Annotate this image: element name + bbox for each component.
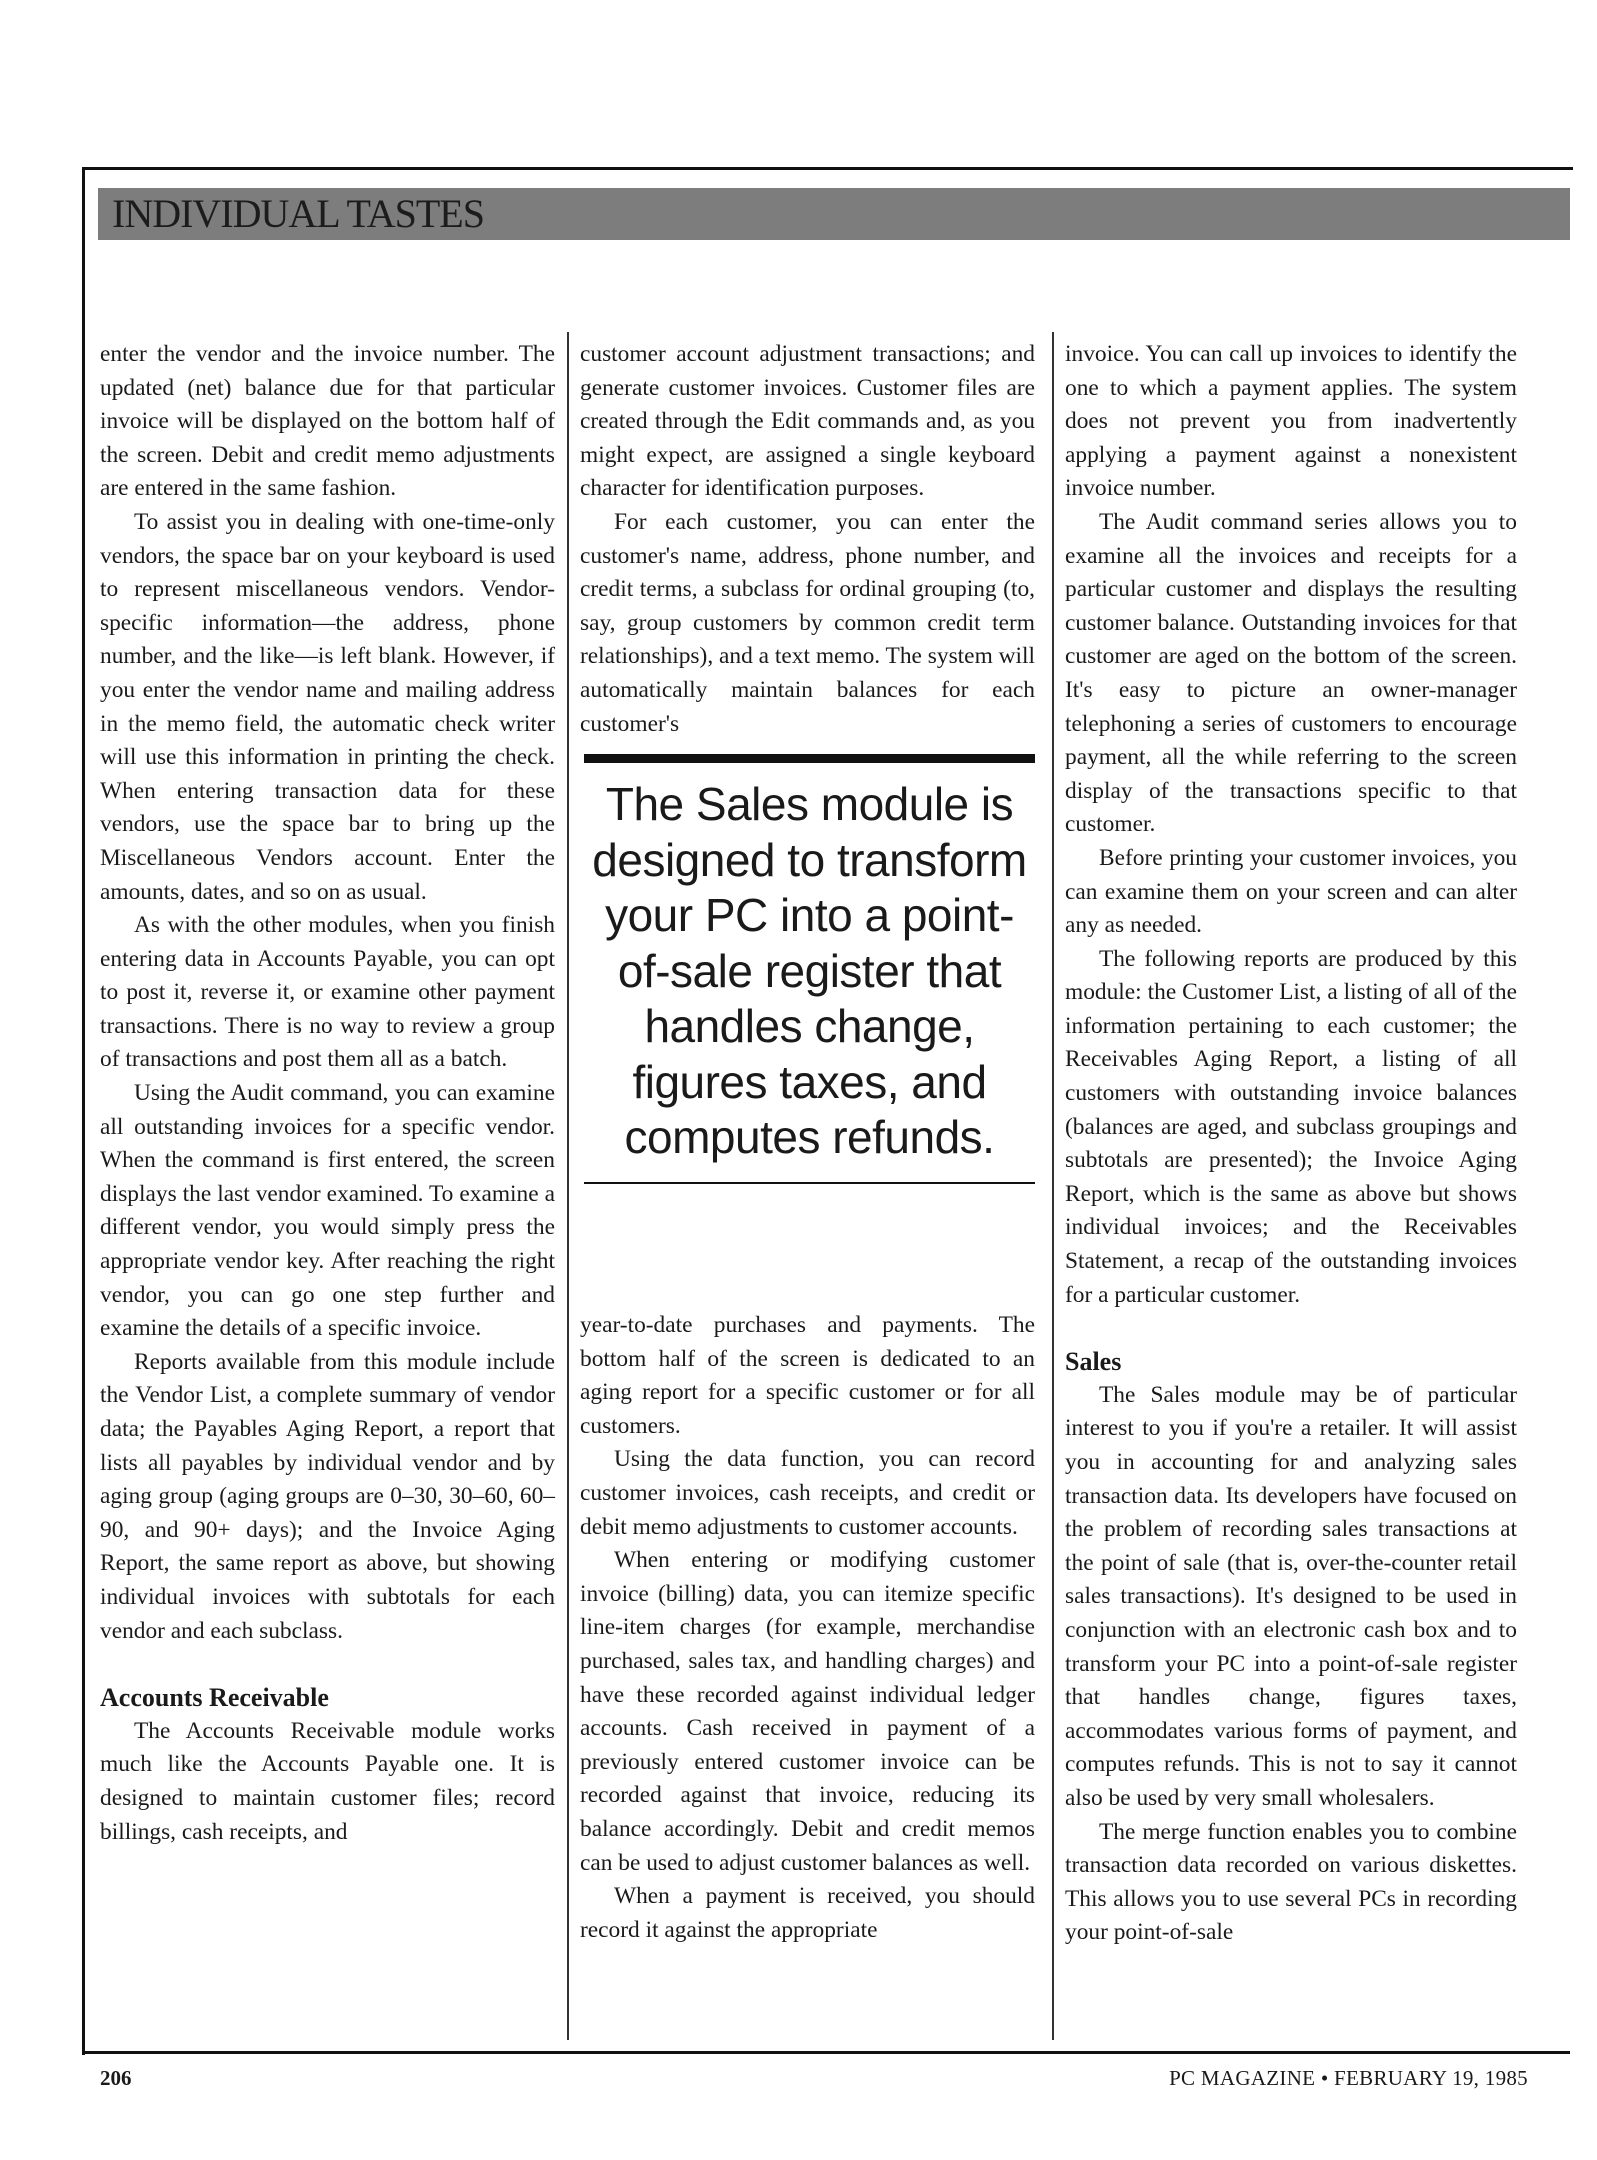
paragraph: To assist you in dealing with one-time-only vendors, the space bar on your keyboard is used to represent miscellaneous vendors. Vendor-specific information—the address, phone number, and the like—is left blank. However, if you enter the vendor name and mailing address in the memo field, the automatic check writer will use this information in printing the check. When entering transaction data for these vendors, use the space bar to bring up the Miscellaneous Vendors account. Enter the amounts, dates, and so on as usual. xyxy=(100,508,555,905)
pull-quote-top-rule xyxy=(584,754,1035,763)
paragraph: year-to-date purchases and payments. The bottom half of the screen is dedicated to an aging report for a specific customer or for all customers. xyxy=(580,1312,1035,1439)
paragraph: The following reports are produced by this module: the Customer List, a listing of all of the information pertaining to each customer; the Receivables Aging Report, a listing of all customers with outstanding invoice balances (balances are aged, and subclass groupings and subtotals are presented); the Invoice Aging Report, which is the same as above but shows individual invoices; and the Receivables Statement, a recap of the outstanding invoices for a particular customer. xyxy=(1065,945,1517,1308)
footer-rule xyxy=(82,2051,1570,2054)
paragraph: The Accounts Receivable module works much like the Accounts Payable one. It is designed to maintain customer files; record billings, cash receipts, and xyxy=(100,1717,555,1845)
subheading-sales: Sales xyxy=(1065,1347,1122,1377)
paragraph: When a payment is received, you should record it against the appropriate xyxy=(580,1883,1035,1943)
paragraph: enter the vendor and the invoice number. The updated (net) balance due for that particular invoice will be displayed on the bottom half of the screen. Debit and credit memo adjustments are entered in the same fashion. xyxy=(100,341,555,502)
section-banner xyxy=(98,188,1570,240)
publication-line: PC MAGAZINE • FEBRUARY 19, 1985 xyxy=(1169,2066,1528,2090)
paragraph: Using the data function, you can record customer invoices, cash receipts, and credit or debit memo adjustments to customer accounts. xyxy=(580,1446,1035,1540)
pull-quote xyxy=(584,754,1035,1184)
paragraph: As with the other modules, when you finish entering data in Accounts Payable, you can opt to post it, reverse it, or examine other payment transactions. There is no way to review a group of transactions and post them all as a batch. xyxy=(100,912,555,1073)
paragraph: Using the Audit command, you can examine all outstanding invoices for a specific vendor. When the command is first entered, the screen displays the last vendor examined. To examine a different vendor, you would simply press the appropriate vendor key. After reaching the right vendor, you can go one step further and examine the details of a specific invoice. xyxy=(100,1080,555,1342)
paragraph: For each customer, you can enter the customer's name, address, phone number, and credit terms, a subclass for ordinal grouping (to, say, group customers by common credit term relationships), and a text memo. The system will automatically maintain balances for each customer's xyxy=(580,508,1035,737)
paragraph: When entering or modifying customer invoice (billing) data, you can itemize specific line-item charges (for example, merchandise purchased, sales tax, and handling charges) and have these recorded against individual ledger accounts. Cash received in payment of a previously entered customer invoice can be recorded against that invoice, reducing its balance accordingly. Debit and credit memos can be used to adjust customer balances as well. xyxy=(580,1547,1035,1876)
paragraph: The Audit command series allows you to examine all the invoices and receipts for a particular customer and displays the resulting customer balance. Outstanding invoices for that customer are aged on the bottom of the screen. It's easy to picture an owner-manager telephoning a series of customers to encourage payment, all the while referring to the screen display of the transactions specific to that customer. xyxy=(1065,508,1517,838)
column-divider xyxy=(1052,332,1054,2040)
paragraph: customer account adjustment transactions; and generate customer invoices. Customer files are created through the Edit commands and, as you might expect, are assigned a single keyboard character for identification purposes. xyxy=(580,341,1035,502)
pull-quote-text: The Sales module is designed to transform your PC into a point-of-sale register that handles change, figures taxes, and computes refunds. xyxy=(592,778,1027,1163)
article-column-2 xyxy=(580,338,1035,741)
paragraph: Reports available from this module include the Vendor List, a complete summary of vendor data; the Payables Aging Report, a report that lists all payables by individual vendor and by aging group (aging groups are 0–30, 30–60, 60–90, and 90+ days); and the Invoice Aging Report, the same report as above, but showing individual invoices with subtotals for each vendor and each subclass. xyxy=(100,1348,555,1644)
pull-quote-bottom-rule xyxy=(584,1182,1035,1184)
subheading-accounts-receivable: Accounts Receivable xyxy=(100,1683,329,1713)
article-column-1 xyxy=(100,338,555,1849)
paragraph: invoice. You can call up invoices to identify the one to which a payment applies. The system does not prevent you from inadvertently applying a payment against a nonexistent invoice number. xyxy=(1065,341,1517,502)
page-number: 206 xyxy=(100,2066,132,2090)
paragraph: The merge function enables you to combine transaction data recorded on various diskettes. This allows you to use several PCs in recording your point-of-sale xyxy=(1065,1818,1517,1946)
article-column-3 xyxy=(1065,338,1517,1950)
column-divider xyxy=(567,332,569,2040)
article-column-2-continued xyxy=(580,1309,1035,1947)
section-title: INDIVIDUAL TASTES xyxy=(112,191,484,236)
paragraph: The Sales module may be of particular interest to you if you're a retailer. It will assist you in accounting for and analyzing sales transaction data. Its developers have focused on the problem of recording sales transactions at the point of sale (that is, over-the-counter retail sales transactions). It's designed to be used in conjunction with an electronic cash box and to transform your PC into a point-of-sale register that handles change, figures taxes, accommodates various forms of payment, and computes refunds. This is not to say it cannot also be used by very small wholesalers. xyxy=(1065,1381,1517,1811)
paragraph: Before printing your customer invoices, you can examine them on your screen and can alter any as needed. xyxy=(1065,844,1517,939)
